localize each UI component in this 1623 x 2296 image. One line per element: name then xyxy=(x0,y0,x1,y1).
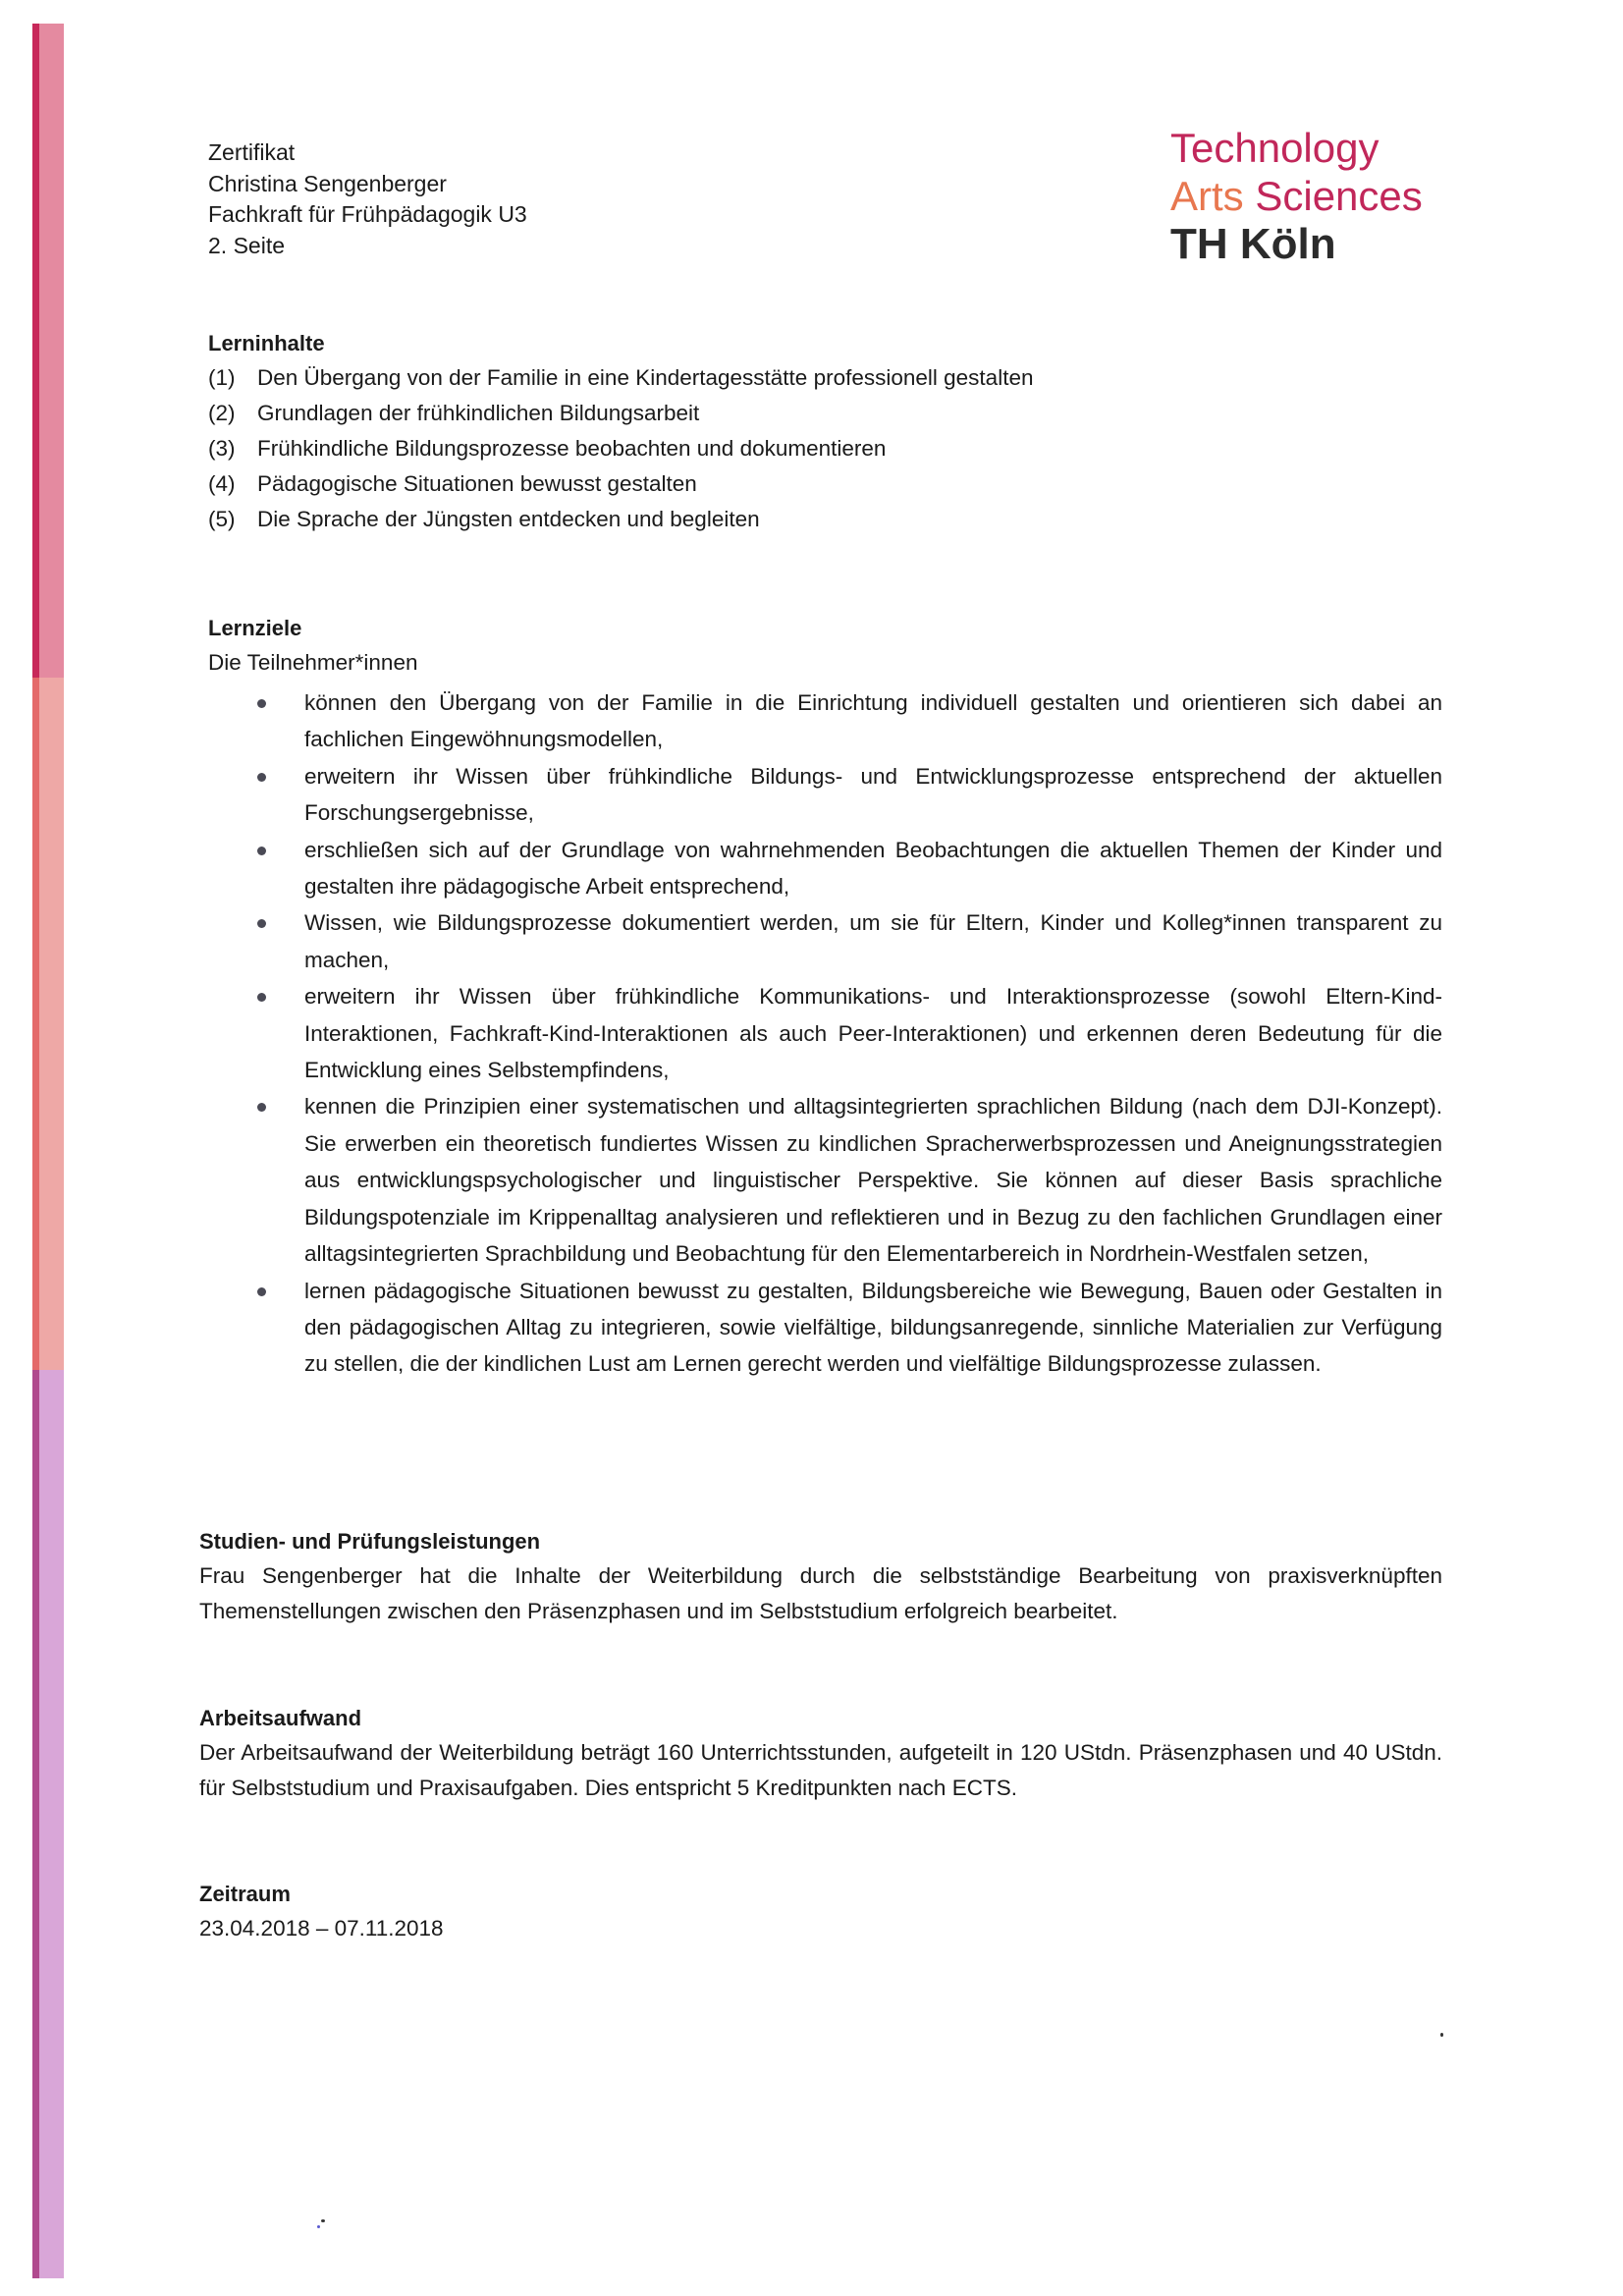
list-item xyxy=(208,832,1442,905)
list-text: Den Übergang von der Familie in eine Kindertagesstätte professionell gestalten xyxy=(257,365,1034,390)
bullet-icon xyxy=(257,919,266,928)
bullet-icon xyxy=(257,847,266,855)
brand-stripe-middle xyxy=(32,678,64,1370)
section-pruefungsleistungen xyxy=(199,1525,1442,1629)
section-arbeitsaufwand xyxy=(199,1702,1442,1806)
bullet-icon xyxy=(257,773,266,782)
section-text: Frau Sengenberger hat die Inhalte der Weiterbildung durch die selbstständige Bearbeitung von praxisverknüpften Themenstellungen zwischen den Präsenzphasen und im Selbststudium erfolgreich bearbeitet. xyxy=(199,1563,1442,1623)
list-number: (2) xyxy=(208,401,236,425)
th-koeln-logo xyxy=(1170,124,1423,268)
scan-artifact xyxy=(1440,2033,1443,2037)
list-text: Wissen, wie Bildungsprozesse dokumentiert werden, um sie für Eltern, Kinder und Kolleg*innen transparent zu machen, xyxy=(304,910,1442,972)
brand-stripe-top xyxy=(32,24,64,678)
list-item xyxy=(208,1273,1442,1383)
goals-list xyxy=(208,684,1442,1383)
date-range: 23.04.2018 – 07.11.2018 xyxy=(199,1916,444,1941)
list-text: Pädagogische Situationen bewusst gestalten xyxy=(257,471,697,496)
list-text: kennen die Prinzipien einer systematischen und alltagsintegrierten sprachlichen Bildung (nach dem DJI-Konzept). Sie erwerben ein theoretisch fundiertes Wissen zu kindlichen Spracherwerbsprozessen und Aneignungsstrategien aus entwicklungspsychologischer und linguistischer Perspektive. Sie können auf dieser Basis sprachliche Bildungspotenziale im Krippenalltag analysieren und reflektieren und in Bezug zu den fachlichen Grundlagen einer alltagsintegrierten Sprachbildung und Beobachtung für den Elementarbereich in Nordrhein-Westfalen setzen, xyxy=(304,1094,1442,1267)
logo-line-technology: Technology xyxy=(1170,125,1380,171)
recipient-name: Christina Sengenberger xyxy=(208,170,447,196)
list-text: Frühkindliche Bildungsprozesse beobachten und dokumentieren xyxy=(257,436,887,461)
bullet-icon xyxy=(257,1103,266,1112)
section-lernziele xyxy=(208,612,1442,1383)
list-item xyxy=(208,502,1442,537)
bullet-icon xyxy=(257,1287,266,1296)
section-title: Lerninhalte xyxy=(208,331,325,355)
section-title: Zeitraum xyxy=(199,1882,291,1906)
logo-word-sciences: Sciences xyxy=(1255,173,1423,219)
list-item xyxy=(208,396,1442,431)
list-number: (3) xyxy=(208,436,236,461)
list-text: Grundlagen der frühkindlichen Bildungsarbeit xyxy=(257,401,700,425)
list-text: Die Sprache der Jüngsten entdecken und begleiten xyxy=(257,507,760,531)
list-item xyxy=(208,904,1442,978)
list-text: erweitern ihr Wissen über frühkindliche Kommunikations- und Interaktionsprozesse (sowohl Eltern-Kind-Interaktionen, Fachkraft-Kind-Interaktionen als auch Peer-Interaktionen) und erkennen deren Bedeutung für die Entwicklung eines Selbstempfindens, xyxy=(304,984,1442,1083)
list-item xyxy=(208,758,1442,832)
section-intro: Die Teilnehmer*innen xyxy=(208,650,418,675)
logo-line-arts-sciences xyxy=(1170,172,1423,220)
section-text: Der Arbeitsaufwand der Weiterbildung beträgt 160 Unterrichtsstunden, aufgeteilt in 120 UStdn. Präsenzphasen und 40 UStdn. für Selbststudium und Praxisaufgaben. Dies entspricht 5 Kreditpunkten nach ECTS. xyxy=(199,1740,1442,1800)
content-list xyxy=(208,360,1442,537)
list-number: (5) xyxy=(208,507,236,531)
list-text: können den Übergang von der Familie in die Einrichtung individuell gestalten und orientieren sich dabei an fachlichen Eingewöhnungsmodellen, xyxy=(304,690,1442,752)
list-item xyxy=(208,978,1442,1088)
section-title: Studien- und Prüfungsleistungen xyxy=(199,1529,541,1554)
list-text: erweitern ihr Wissen über frühkindliche Bildungs- und Entwicklungsprozesse entsprechend der aktuellen Forschungsergebnisse, xyxy=(304,763,1442,826)
brand-stripe-bottom xyxy=(32,1370,64,2278)
scan-artifact xyxy=(317,2225,320,2228)
logo-line-th-koeln: TH Köln xyxy=(1170,220,1336,268)
bullet-icon xyxy=(257,993,266,1002)
logo-word-arts: Arts xyxy=(1170,173,1244,219)
list-item xyxy=(208,684,1442,758)
section-lerninhalte xyxy=(208,327,1442,537)
document-type: Zertifikat xyxy=(208,139,296,165)
section-zeitraum xyxy=(199,1878,1442,1946)
section-title: Lernziele xyxy=(208,616,302,640)
scan-artifact xyxy=(321,2219,325,2222)
list-number: (1) xyxy=(208,365,236,390)
list-item xyxy=(208,1088,1442,1272)
list-text: erschließen sich auf der Grundlage von wahrnehmenden Beobachtungen die aktuellen Themen der Kinder und gestalten ihre pädagogische Arbeit entsprechend, xyxy=(304,837,1442,900)
list-item xyxy=(208,431,1442,466)
section-title: Arbeitsaufwand xyxy=(199,1706,362,1730)
bullet-icon xyxy=(257,699,266,708)
list-number: (4) xyxy=(208,471,236,496)
page-indicator: 2. Seite xyxy=(208,232,285,258)
list-text: lernen pädagogische Situationen bewusst zu gestalten, Bildungsbereiche wie Bewegung, Bauen oder Gestalten in den pädagogischen Alltag zu integrieren, sowie vielfältige, bildungsanregende, sinnliche Materialien zur Verfügung zu stellen, die der kindlichen Lust am Lernen gerecht werden und vielfältige Bildungsprozesse zulassen. xyxy=(304,1278,1442,1377)
course-title: Fachkraft für Frühpädagogik U3 xyxy=(208,201,527,227)
list-item xyxy=(208,360,1442,396)
document-header xyxy=(208,137,527,261)
list-item xyxy=(208,466,1442,502)
